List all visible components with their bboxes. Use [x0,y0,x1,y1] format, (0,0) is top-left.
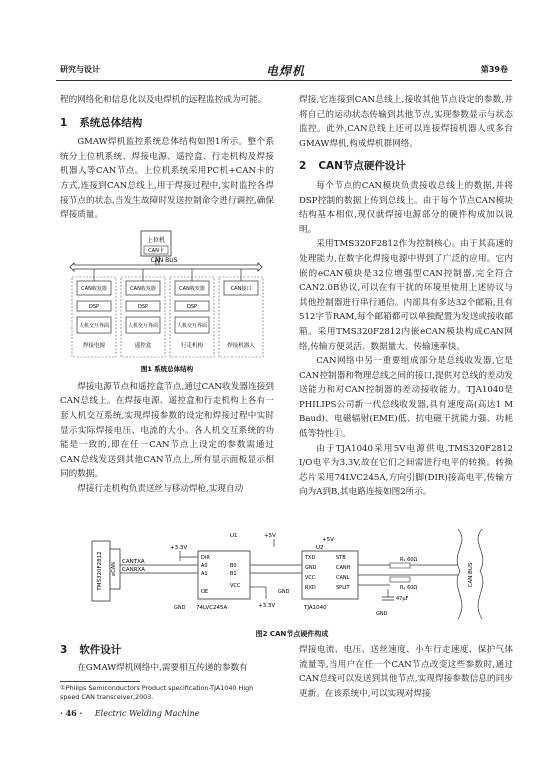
figure-2-caption: 图2 CAN节点硬件构成 [255,630,329,638]
upper-pc-label: 上位机 [146,237,166,244]
u2-pin-label: VCC [305,575,316,581]
page-footer [60,708,360,718]
hmi-box-label: 人机交互界面 [127,323,159,329]
dsp-box-label: DSP [186,304,198,310]
u1-pin-label: A1 [201,571,208,577]
can-node-circuit [90,523,494,623]
can-transceiver-box-label: CAN收发器 [81,286,107,292]
figure-1 [64,229,270,374]
gnd-label-3: GND [376,611,388,617]
gnd-label-1: GND [174,605,186,611]
can-bus-arrow [70,263,262,271]
u1-pin-label: A0 [201,563,208,569]
can-transceiver-box-label: CAN收发器 [130,286,156,292]
page-header [56,62,512,78]
can-bus-label: CAN BUS [150,257,178,264]
section-2-para-2: 采用TMS320F2812作为控制核心。由于其高速的处理能力,在数字化焊接电源中得到了广泛的应用。它内嵌的eCAN模块是32位增强型CAN控制器,完全符合CAN2.0B协议,可以在有干扰的环境里使用上述协议与其他控制器进行串行通信。内部具有多达32个邮箱,且有512字节RAM,每个邮箱都可以单独配置为发送或接收邮箱。采用TMS320F2812内嵌eCAN模块构成CAN网络,传输方便灵活、数据量大、传输速率快。 [299,239,513,352]
u2-pin-label: GND [305,565,317,571]
intro-paragraph: 程的网络化和信息化以及电焊机的远程监控成为可能。 [60,95,267,105]
u2-pin-label: CANH [336,565,351,571]
node-1 [72,269,116,357]
u2-pin-label: TXD [305,555,316,561]
u1-pin-label: B0 [230,563,237,569]
right-para-1: 焊接,它连接到CAN总线上,接收其他节点设定的参数,并将自己的运动状态传输到其他节点,实现参数显示与状态监控。此外,CAN总线上还可以连接焊接机器人或多台GMAW焊机,构成焊机群网络。 [299,95,513,149]
section-1-para-3: 焊接行走机构负责送丝与移动焊枪,实现自动 [77,483,244,494]
right-column [299,93,513,500]
u2-pin-label: STB [336,555,346,561]
dsp-box-label: DSP [88,304,100,310]
resistor-1 [390,563,410,568]
u2-chip-label: TJA1040 [304,605,327,611]
ecan-label: eCAN [111,562,117,576]
header-rule [56,80,512,81]
hmi-box-label: 人机交互界面 [78,323,110,329]
section-2-para-1: 每个节点的CAN模块负责接收总线上的数据,并将DSP控制的数据上传到总线上。由于每个节点CAN模块结构基本相似,现仅就焊接电源部分的硬件构成加以说明。 [299,180,513,235]
node-name-label: 焊接机器人 [227,343,255,349]
hmi-box-label: 人机交互界面 [176,323,208,329]
u1-pin-label: B1 [230,571,237,577]
u1-pin-label: DIR [201,555,210,561]
gnd-label-2: GND [278,589,290,595]
u1-chip-label: 74LVC245A [196,605,228,611]
footnote-rule [60,681,140,682]
cantxa-label: CANTXA [122,559,145,565]
u1-pin-label: OE [201,589,209,595]
journal-english-name: Electric Welding Machine [94,709,200,718]
section-3 [60,643,274,675]
figure-1-caption: 图1 系统总体结构 [140,365,194,373]
node-name-label: 行走机构 [180,343,204,349]
cap-label: 47μF [396,596,409,602]
system-structure-diagram [64,229,270,374]
node-2 [121,269,165,357]
section-2-para-3: CAN网络中另一重要组成部分是总线收发器,它是CAN控制器和物理总线之间的接口,提供对总线的差动发送能力和对CAN控制器的差动接收能力。TJA1040是PHILIPS公司新一代总线收发器,具有速度高(高达1 M Baud)、电磁辐射(EME)低、抗电磁干扰能力强、功耗低等特性①。 [299,356,513,440]
journal-title: 电焊机 [266,64,306,78]
u2-label: U2 [316,545,324,551]
v5-label-2: +5V [322,537,334,543]
u1-label: U1 [230,533,238,539]
u2-pin-label: RXD [305,585,316,591]
u2-pin-label: SPLIT [336,585,350,591]
section-3-heading: 3 软件设计 [60,644,122,656]
v33-label-1: +3.3V [170,545,188,551]
node-name-label: 遥控盒 [134,343,152,349]
resistor-2 [390,577,410,582]
v33-label-2: +3.3V [258,603,276,609]
u1-pin-label: VCC [230,583,241,589]
r2-label: R₁ 60Ω [400,585,418,591]
section-label: 研究与设计 [60,65,100,74]
section-3-para: 在GMAW焊机网络中,需要相互传递的参数有 [77,662,248,673]
r1-label: R₁ 60Ω [400,557,418,563]
can-bus-label-2: CAN BUS [468,562,474,588]
can-transceiver-box-label: CAN接口 [230,286,252,292]
dsp-box-label: DSP [137,304,149,310]
section-1-para-1: GMAW焊机监控系统总体结构如图1所示。整个系统分上位机系统、焊接电源、遥控盒、行走机构及焊接机器人等CAN节点。上位机系统采用PC机+CAN卡的方式,连接到CAN总线上,用于焊接过程中,实时监控各焊接节点的状态,当发生故障时发送控制命令进行调控,确保焊接质量。 [60,137,274,221]
figure-2 [90,523,494,638]
node-group [72,269,263,357]
node-name-label: 焊接电源 [82,343,106,349]
section-2-heading: 2 CAN节点硬件设计 [299,160,406,173]
u2-pin-label: CANL [336,575,350,581]
page-number: · 46 · [60,708,83,718]
dsp-label: TMS320F2812 [97,551,103,591]
section-1-heading: 1 系统总体结构 [60,116,143,129]
v5-label-1: +5V [264,533,276,539]
canrxa-label: CANRXA [122,567,146,573]
can-card-label: CAN卡 [148,248,164,254]
volume-label: 第39卷 [480,65,508,74]
section-3-continued: 焊接电流、电压、送丝速度、小车行走速度、保护气体流量等,当用户在任一个CAN节点改变这些参数时,通过CAN总线可以发送到其他节点,实现焊接参数信息的同步更新。在该系统中,可以实现对焊接 [299,645,513,699]
section-1-para-2: 焊接电源节点和遥控盒节点,通过CAN收发器连接到CAN总线上。在焊接电源、遥控盒和行走机构上各有一套人机交互系统,实现焊接参数的设定和焊接过程中实时显示实际焊接电压、电流的大小。各人机交互系统的功能是一致的,即在任一CAN节点上设定的参数需通过CAN总线发送到其他CAN节点上,所有显示面板显示相同的数据。 [60,381,274,480]
section-2-para-4: 由于TJA1040采用5V电源供电,TMS320F2812 I/O电平为3.3V,故在它们之间需进行电平的转换。转换芯片采用74LVC245A,方向引脚(DIR)接高电平,传输方向为A到B,其电路连接如图2所示。 [299,443,513,498]
node-3 [170,269,214,357]
can-transceiver-box-label: CAN收发器 [179,286,205,292]
footnote: ①Philips Semiconductors Product specification-TJA1040 High speed CAN transceiver,2003. [60,684,254,701]
node-4 [219,269,263,357]
